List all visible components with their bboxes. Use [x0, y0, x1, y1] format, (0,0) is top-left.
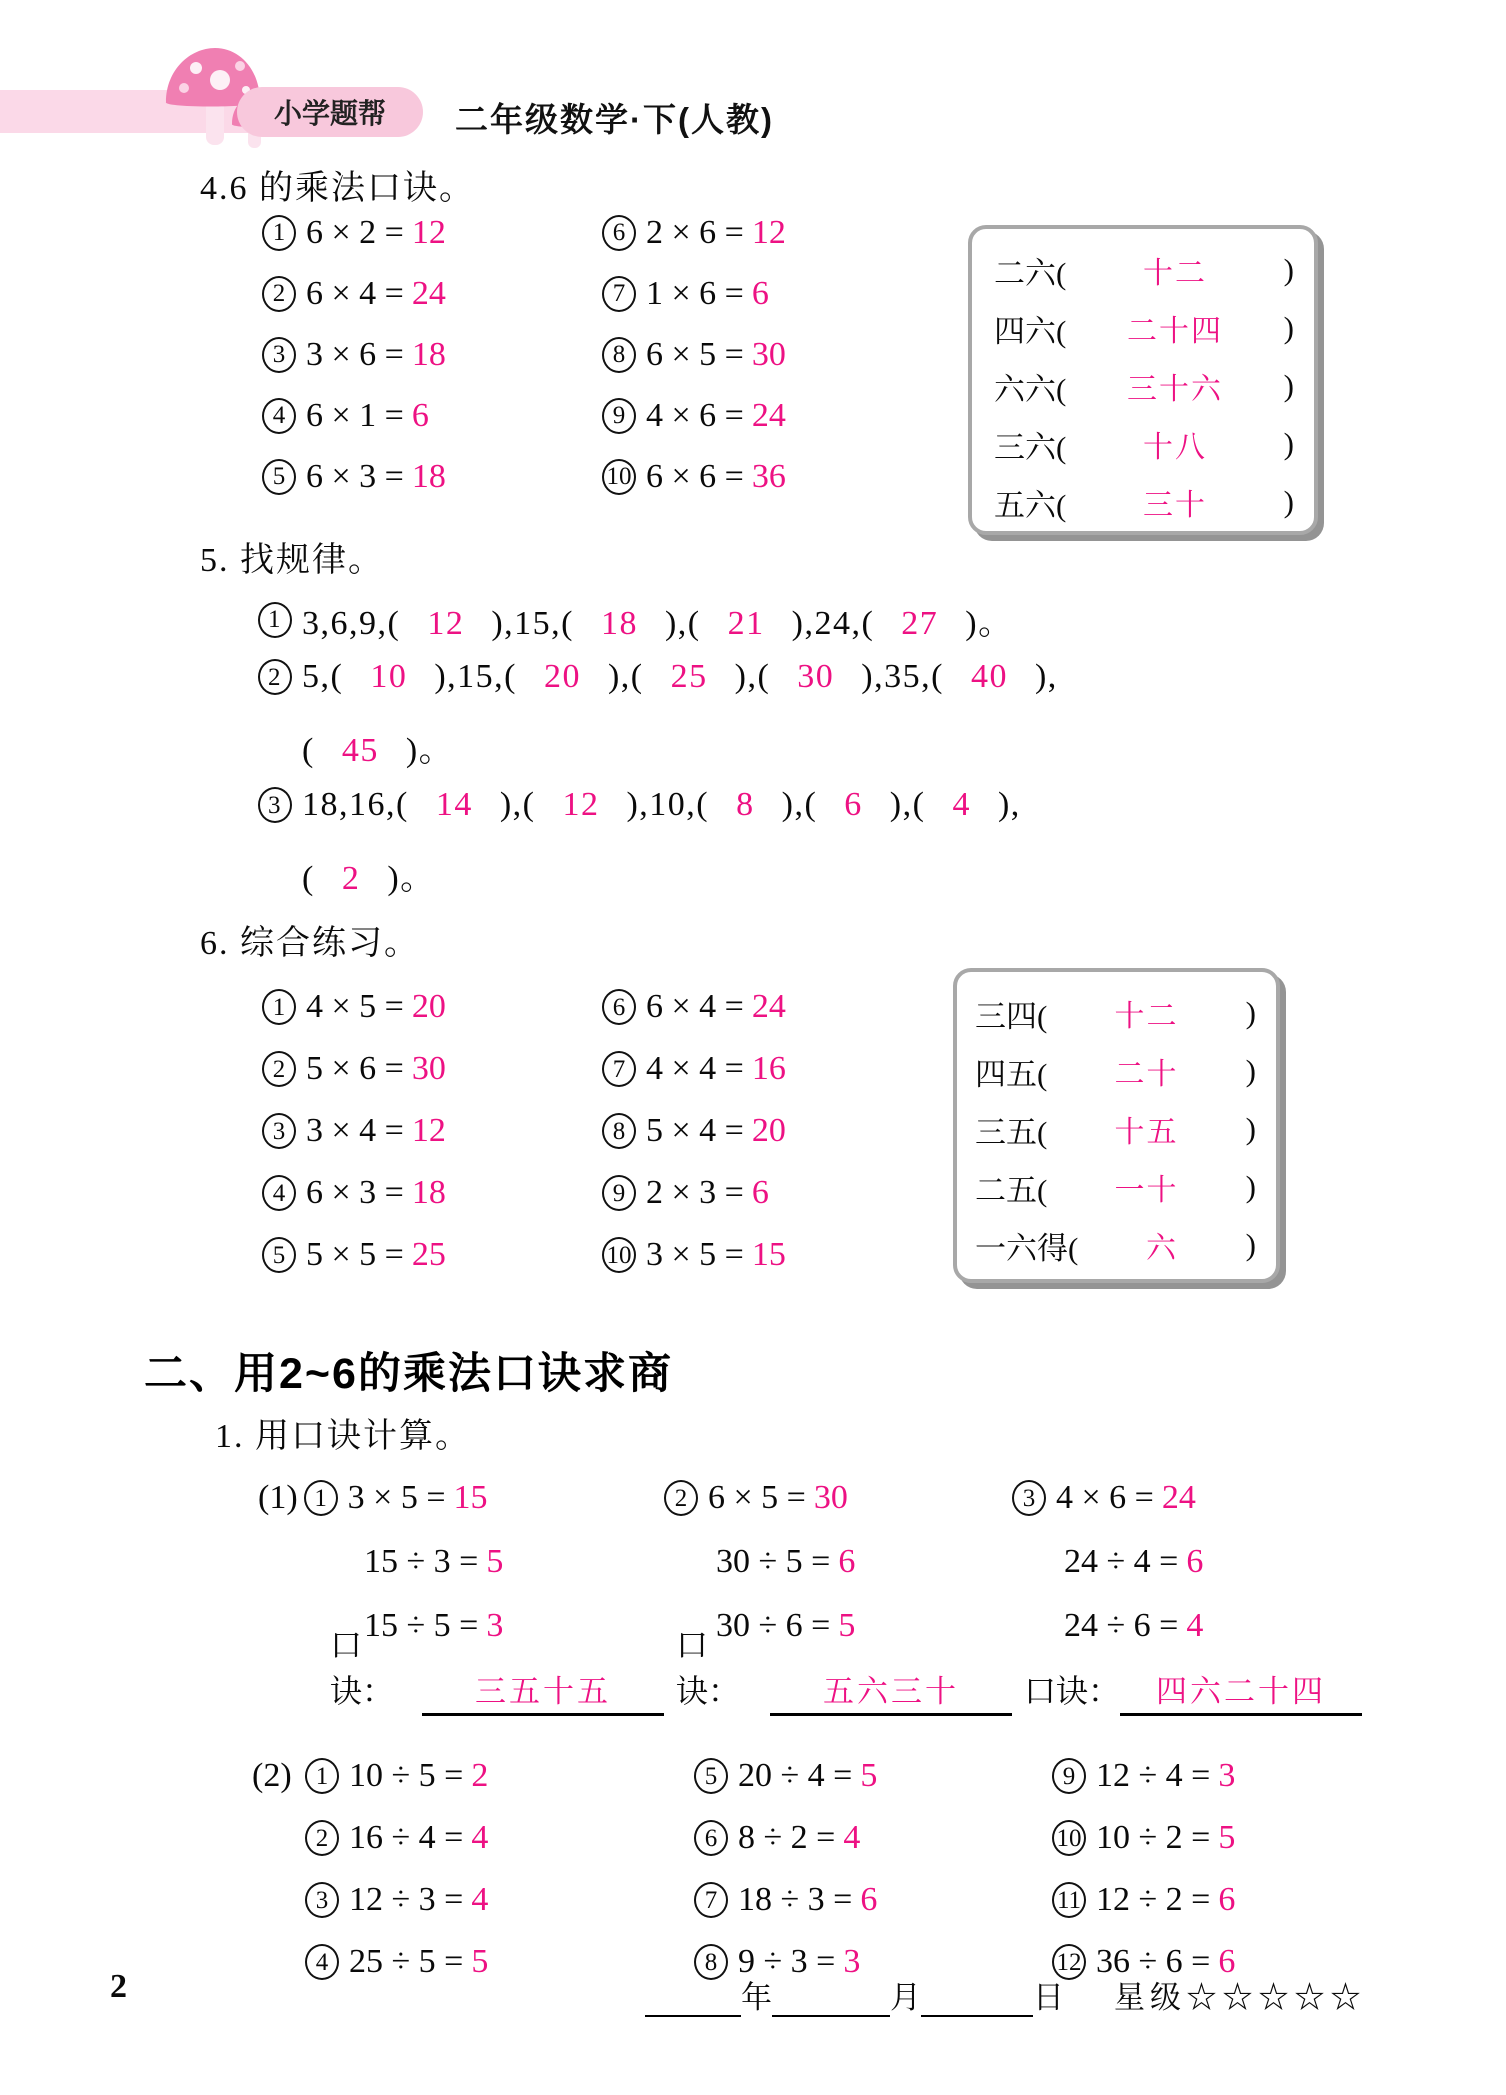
circled-number: 1 [305, 1758, 339, 1794]
circled-number: 9 [1052, 1758, 1086, 1794]
group2-row [0, 1745, 1506, 1807]
star-rating: 星级☆☆☆☆☆ [1114, 1980, 1366, 2015]
circled-number: 5 [262, 459, 296, 495]
circled-number: 2 [262, 1051, 296, 1087]
koujue-label: 三六( [994, 429, 1067, 465]
koujue-answer: 一十 [1114, 1174, 1179, 1207]
koujue-fill-row [330, 1627, 664, 1716]
division-cell [694, 1807, 860, 1869]
equation-text: 6 × 5 = [708, 1479, 806, 1516]
sequence-segment: ),15,( [491, 605, 574, 642]
circled-number: 6 [602, 989, 636, 1025]
equation-answer: 6 [1218, 1943, 1236, 1980]
equation-row [602, 202, 786, 263]
equation-answer: 25 [411, 1236, 446, 1273]
circled-number: 5 [694, 1758, 728, 1794]
circled-number: 4 [262, 398, 296, 434]
circled-number: 4 [305, 1944, 339, 1980]
circled-number: 1 [258, 602, 292, 638]
equation-text: 3 × 4 = [306, 1112, 404, 1149]
year-blank-line[interactable] [645, 1979, 741, 2017]
sequence-segment: ), [997, 786, 1021, 823]
sequence-segment: 25 [670, 658, 708, 695]
equation-answer: 12 [411, 1112, 446, 1149]
page-number: 2 [110, 1968, 127, 2005]
equation-text: 20 ÷ 4 = [738, 1757, 853, 1794]
division-cell [1052, 1807, 1235, 1869]
equation-text: 9 ÷ 3 = [738, 1943, 836, 1980]
equation-text: 12 ÷ 2 = [1096, 1881, 1211, 1918]
equation-answer: 3 [1218, 1757, 1236, 1794]
equation-row [262, 1100, 446, 1162]
circled-number: 6 [602, 215, 636, 251]
koujue-label: 三五( [975, 1114, 1048, 1150]
equation-text: 24 ÷ 4 = [1064, 1543, 1179, 1580]
equation-answer: 6 [411, 396, 429, 434]
equation-answer: 6 [751, 1174, 769, 1211]
sequence-segment: ( [302, 860, 315, 897]
equation-text: 2 × 6 = [646, 213, 744, 251]
koujue-label: 四五( [975, 1056, 1048, 1092]
close-paren: ) [1283, 426, 1294, 461]
equation-row [262, 324, 446, 385]
division-row [716, 1530, 1012, 1594]
close-paren: ) [1283, 484, 1294, 519]
equation-answer: 4 [1186, 1607, 1204, 1644]
equation-row [602, 976, 786, 1038]
koujue-fill-row [1024, 1664, 1362, 1716]
circled-number: 1 [304, 1480, 338, 1516]
equation-answer: 6 [838, 1543, 856, 1580]
koujue-box-2 [953, 968, 1280, 1283]
equation-text: 5 × 6 = [306, 1050, 404, 1087]
equation-row [262, 1224, 446, 1286]
koujue-answer: 三十 [1143, 489, 1207, 522]
koujue-answer: 六 [1146, 1232, 1178, 1265]
multiplication-row [1012, 1466, 1362, 1530]
circled-number: 2 [262, 276, 296, 312]
section4-column1 [262, 202, 446, 507]
group1-column [664, 1466, 1012, 1716]
koujue-fill-label: 口诀： [676, 1627, 741, 1709]
section6-column2 [602, 976, 786, 1286]
division-row [364, 1530, 664, 1594]
equation-row [602, 1162, 786, 1224]
equation-answer: 20 [751, 1112, 786, 1149]
koujue-row [994, 473, 1294, 531]
sequence-segment: ),( [734, 658, 771, 695]
koujue-label: 五六( [994, 487, 1067, 523]
equation-text: 4 × 6 = [1056, 1479, 1154, 1516]
equation-answer: 30 [751, 335, 786, 373]
equation-answer: 15 [453, 1479, 488, 1516]
equation-answer: 5 [1218, 1819, 1236, 1856]
sequence-segment: ( [302, 732, 315, 769]
sequence-segments [302, 595, 1014, 644]
equation-answer: 36 [751, 457, 786, 495]
koujue-fill-answer: 三五十五 [475, 1674, 611, 1709]
sequence-segments [302, 850, 436, 899]
sequence-segment: 18 [600, 605, 638, 642]
circled-number: 5 [262, 1237, 296, 1273]
circled-number: 3 [305, 1882, 339, 1918]
sequence-segments [302, 786, 1021, 824]
equation-row [262, 385, 446, 446]
sequence-segment: 10 [370, 658, 408, 695]
equation-text: 36 ÷ 6 = [1096, 1943, 1211, 1980]
koujue-fill-underline [422, 1666, 664, 1716]
section6-title: 6. 综合练习。 [200, 925, 420, 962]
circled-number: 3 [262, 1113, 296, 1149]
part2-heading: 二、用2~6的乘法口诀求商 [144, 1350, 673, 1398]
equation-answer: 4 [471, 1881, 489, 1918]
division-cell [305, 1869, 488, 1931]
koujue-fill-underline [1120, 1666, 1362, 1716]
equation-text: 15 ÷ 3 = [364, 1543, 479, 1580]
equation-answer: 24 [411, 274, 446, 312]
division-cell [694, 1869, 877, 1931]
circled-number: 1 [262, 989, 296, 1025]
circled-number: 2 [664, 1480, 698, 1516]
month-blank-line[interactable] [772, 1979, 890, 2017]
circled-number: 7 [694, 1882, 728, 1918]
sequence-segment: 21 [727, 605, 765, 642]
koujue-label: 四六( [994, 313, 1067, 349]
equation-text: 3 × 6 = [306, 335, 404, 373]
sequence-segment: ),( [499, 786, 536, 823]
circled-number: 10 [602, 1237, 636, 1273]
koujue-row [975, 1158, 1256, 1216]
equation-row [262, 263, 446, 324]
division-cell [1052, 1869, 1235, 1931]
sequence-segment: ),24,( [791, 605, 875, 642]
sequence-segment: 40 [970, 658, 1008, 695]
koujue-fill-row [676, 1627, 1012, 1716]
group1-column [258, 1466, 664, 1716]
sequence-segment: ),15,( [434, 658, 517, 695]
book-edition-title: 二年级数学·下(人教) [455, 101, 774, 138]
equation-answer: 15 [751, 1236, 786, 1273]
equation-answer: 24 [751, 988, 786, 1025]
circled-number: 9 [602, 398, 636, 434]
circled-number: 1 [262, 215, 296, 251]
equation-text: 12 ÷ 4 = [1096, 1757, 1211, 1794]
group-prefix: (2) [252, 1757, 292, 1794]
circled-number: 11 [1052, 1882, 1086, 1918]
equation-answer: 3 [843, 1943, 861, 1980]
circled-number: 2 [258, 659, 292, 695]
equation-text: 30 ÷ 5 = [716, 1543, 831, 1580]
equation-answer: 4 [471, 1819, 489, 1856]
equation-text: 4 × 6 = [646, 396, 744, 434]
group1-columns [258, 1466, 1362, 1716]
sequence-segment: 12 [562, 786, 600, 823]
close-paren: ) [1283, 310, 1294, 345]
koujue-answer: 十二 [1143, 257, 1207, 290]
sequence-segment: 2 [341, 860, 361, 897]
koujue-answer: 十二 [1114, 1000, 1179, 1033]
equation-row [262, 1162, 446, 1224]
equation-text: 4 × 4 = [646, 1050, 744, 1087]
sequence-segment: )。 [965, 605, 1014, 642]
division-cell [305, 1931, 488, 1993]
koujue-answer: 十五 [1114, 1116, 1179, 1149]
circled-number: 6 [694, 1820, 728, 1856]
equation-answer: 12 [411, 213, 446, 251]
day-blank-line[interactable] [921, 1979, 1033, 2017]
equation-text: 3 × 5 = [347, 1479, 446, 1516]
sequence-segment: 5,( [302, 658, 344, 695]
series-logo-pill [237, 87, 423, 137]
equation-text: 5 × 4 = [646, 1112, 744, 1149]
division-cell [305, 1745, 488, 1807]
year-label: 年 [741, 1980, 772, 2015]
equation-row [262, 1038, 446, 1100]
equation-text: 6 × 1 = [306, 396, 404, 434]
circled-number: 12 [1052, 1944, 1086, 1980]
equation-answer: 5 [838, 1607, 856, 1644]
day-label: 日 [1033, 1980, 1064, 2015]
sequence-segment: 4 [952, 786, 971, 823]
equation-answer: 3 [486, 1607, 504, 1644]
koujue-label: 六六( [994, 371, 1067, 407]
equation-answer: 16 [751, 1050, 786, 1087]
group2-row [0, 1807, 1506, 1869]
equation-answer: 5 [471, 1943, 489, 1980]
sequence-segment: 8 [736, 786, 755, 823]
sequence-segment: 18,16,( [302, 786, 409, 823]
equation-text: 6 × 4 = [306, 274, 404, 312]
close-paren: ) [1245, 1111, 1256, 1146]
equation-text: 15 ÷ 5 = [364, 1607, 479, 1644]
circled-number: 10 [1052, 1820, 1086, 1856]
equation-row [602, 385, 786, 446]
sequence-segment: ),( [607, 658, 644, 695]
koujue-fill-answer: 五六三十 [823, 1674, 959, 1709]
sequence-segment: 45 [341, 732, 379, 769]
equation-text: 24 ÷ 6 = [1064, 1607, 1179, 1644]
division-row [1064, 1530, 1362, 1594]
equation-text: 6 × 5 = [646, 335, 744, 373]
close-paren: ) [1283, 368, 1294, 403]
group2-rows [0, 1745, 1506, 1993]
equation-row [602, 263, 786, 324]
equation-text: 1 × 6 = [646, 274, 744, 312]
circled-number: 7 [602, 1051, 636, 1087]
sequence-segment: 3,6,9,( [302, 605, 401, 642]
koujue-answer: 三十六 [1127, 373, 1223, 406]
equation-text: 6 × 4 = [646, 988, 744, 1025]
equation-row [602, 324, 786, 385]
equation-answer: 6 [860, 1881, 878, 1918]
equation-text: 6 × 6 = [646, 457, 744, 495]
koujue-label: 二六( [994, 255, 1067, 291]
equation-answer: 4 [843, 1819, 861, 1856]
part2-sub-title: 1. 用口诀计算。 [215, 1418, 471, 1455]
koujue-row [975, 1216, 1256, 1274]
koujue-box-1 [968, 225, 1318, 535]
equation-text: 16 ÷ 4 = [349, 1819, 464, 1856]
equation-answer: 6 [751, 274, 769, 312]
section4-column2 [602, 202, 786, 507]
equation-answer: 24 [1161, 1479, 1196, 1516]
circled-number: 8 [602, 337, 636, 373]
circled-number: 8 [602, 1113, 636, 1149]
koujue-row [994, 357, 1294, 415]
sequence-segment: ),10,( [626, 786, 710, 823]
koujue-answer: 十八 [1143, 431, 1207, 464]
equation-answer: 12 [751, 213, 786, 251]
equation-text: 4 × 5 = [306, 988, 404, 1025]
koujue-label: 二五( [975, 1172, 1048, 1208]
division-cell [694, 1745, 877, 1807]
equation-row [602, 1100, 786, 1162]
equation-text: 5 × 5 = [306, 1236, 404, 1273]
equation-text: 2 × 3 = [646, 1174, 744, 1211]
koujue-fill-label: 口诀： [1024, 1673, 1121, 1709]
equation-row [602, 446, 786, 507]
koujue-row [994, 415, 1294, 473]
equation-answer: 2 [471, 1757, 489, 1794]
division-cell [305, 1807, 488, 1869]
group1-column [1012, 1466, 1362, 1716]
close-paren: ) [1245, 1053, 1256, 1088]
sequence-line-2 [258, 658, 1058, 696]
sequence-segment: ), [1034, 658, 1058, 695]
sequence-segment: 27 [901, 605, 939, 642]
koujue-answer: 二十四 [1127, 315, 1223, 348]
equation-answer: 30 [411, 1050, 446, 1087]
circled-number: 8 [694, 1944, 728, 1980]
month-label: 月 [890, 1980, 921, 2015]
circled-number: 4 [262, 1175, 296, 1211]
close-paren: ) [1245, 995, 1256, 1030]
equation-text: 10 ÷ 5 = [349, 1757, 464, 1794]
sequence-segment: ),( [664, 605, 701, 642]
equation-answer: 5 [860, 1757, 878, 1794]
koujue-fill-answer: 四六二十四 [1156, 1674, 1327, 1709]
koujue-row [975, 984, 1256, 1042]
section5-title: 5. 找规律。 [200, 542, 384, 579]
equation-text: 8 ÷ 2 = [738, 1819, 836, 1856]
equation-text: 18 ÷ 3 = [738, 1881, 853, 1918]
sequence-line-1 [258, 595, 1014, 644]
sequence-line-3-cont [258, 850, 436, 899]
sequence-segments [302, 658, 1058, 696]
equation-answer: 18 [411, 1174, 446, 1211]
division-cell [1052, 1745, 1235, 1807]
sequence-segment: 14 [435, 786, 473, 823]
equation-row [262, 446, 446, 507]
close-paren: ) [1245, 1227, 1256, 1262]
circled-number: 3 [1012, 1480, 1046, 1516]
equation-text: 6 × 2 = [306, 213, 404, 251]
section6-column1 [262, 976, 446, 1286]
equation-row [262, 202, 446, 263]
koujue-row [994, 299, 1294, 357]
equation-text: 3 × 5 = [646, 1236, 744, 1273]
sequence-segment: )。 [387, 860, 436, 897]
group2-row [0, 1869, 1506, 1931]
equation-answer: 18 [411, 335, 446, 373]
circled-number: 7 [602, 276, 636, 312]
koujue-label: 一六得( [975, 1230, 1079, 1266]
sequence-segment: ),35,( [861, 658, 944, 695]
koujue-row [975, 1042, 1256, 1100]
circled-number: 3 [262, 337, 296, 373]
equation-row [602, 1224, 786, 1286]
sequence-segment: ),( [781, 786, 818, 823]
circled-number: 9 [602, 1175, 636, 1211]
equation-answer: 6 [1218, 1881, 1236, 1918]
koujue-label: 三四( [975, 998, 1048, 1034]
equation-text: 6 × 3 = [306, 457, 404, 495]
close-paren: ) [1245, 1169, 1256, 1204]
koujue-fill-underline [770, 1666, 1012, 1716]
equation-text: 25 ÷ 5 = [349, 1943, 464, 1980]
sequence-line-2-cont [258, 722, 454, 771]
sequence-segment: 6 [844, 786, 863, 823]
group-prefix: (1) [258, 1479, 298, 1516]
equation-text: 12 ÷ 3 = [349, 1881, 464, 1918]
equation-text: 6 × 3 = [306, 1174, 404, 1211]
sequence-segment: 20 [543, 658, 581, 695]
equation-row [262, 976, 446, 1038]
sequence-segment: ),( [889, 786, 926, 823]
equation-answer: 20 [411, 988, 446, 1025]
date-line [645, 1972, 1366, 2017]
equation-answer: 5 [486, 1543, 504, 1580]
equation-answer: 24 [751, 396, 786, 434]
circled-number: 10 [602, 459, 636, 495]
equation-answer: 30 [813, 1479, 848, 1516]
sequence-segment: 12 [427, 605, 465, 642]
equation-text: 10 ÷ 2 = [1096, 1819, 1211, 1856]
koujue-row [975, 1100, 1256, 1158]
sequence-segments [302, 722, 454, 771]
koujue-fill-label: 口诀： [330, 1627, 395, 1709]
sequence-line-3 [258, 786, 1021, 824]
koujue-row [994, 241, 1294, 299]
division-row [1064, 1594, 1362, 1658]
koujue-answer: 二十 [1114, 1058, 1179, 1091]
circled-number: 2 [305, 1820, 339, 1856]
equation-answer: 18 [411, 457, 446, 495]
sequence-segment: )。 [405, 732, 455, 769]
multiplication-row [664, 1466, 1012, 1530]
equation-text: 30 ÷ 6 = [716, 1607, 831, 1644]
equation-row [602, 1038, 786, 1100]
sequence-segment: 30 [797, 658, 835, 695]
series-logo-text: 小学题帮 [273, 98, 386, 129]
multiplication-row [258, 1466, 664, 1530]
section4-title: 4.6 的乘法口诀。 [200, 170, 475, 207]
close-paren: ) [1283, 252, 1294, 287]
circled-number: 3 [258, 787, 292, 823]
equation-answer: 6 [1186, 1543, 1204, 1580]
